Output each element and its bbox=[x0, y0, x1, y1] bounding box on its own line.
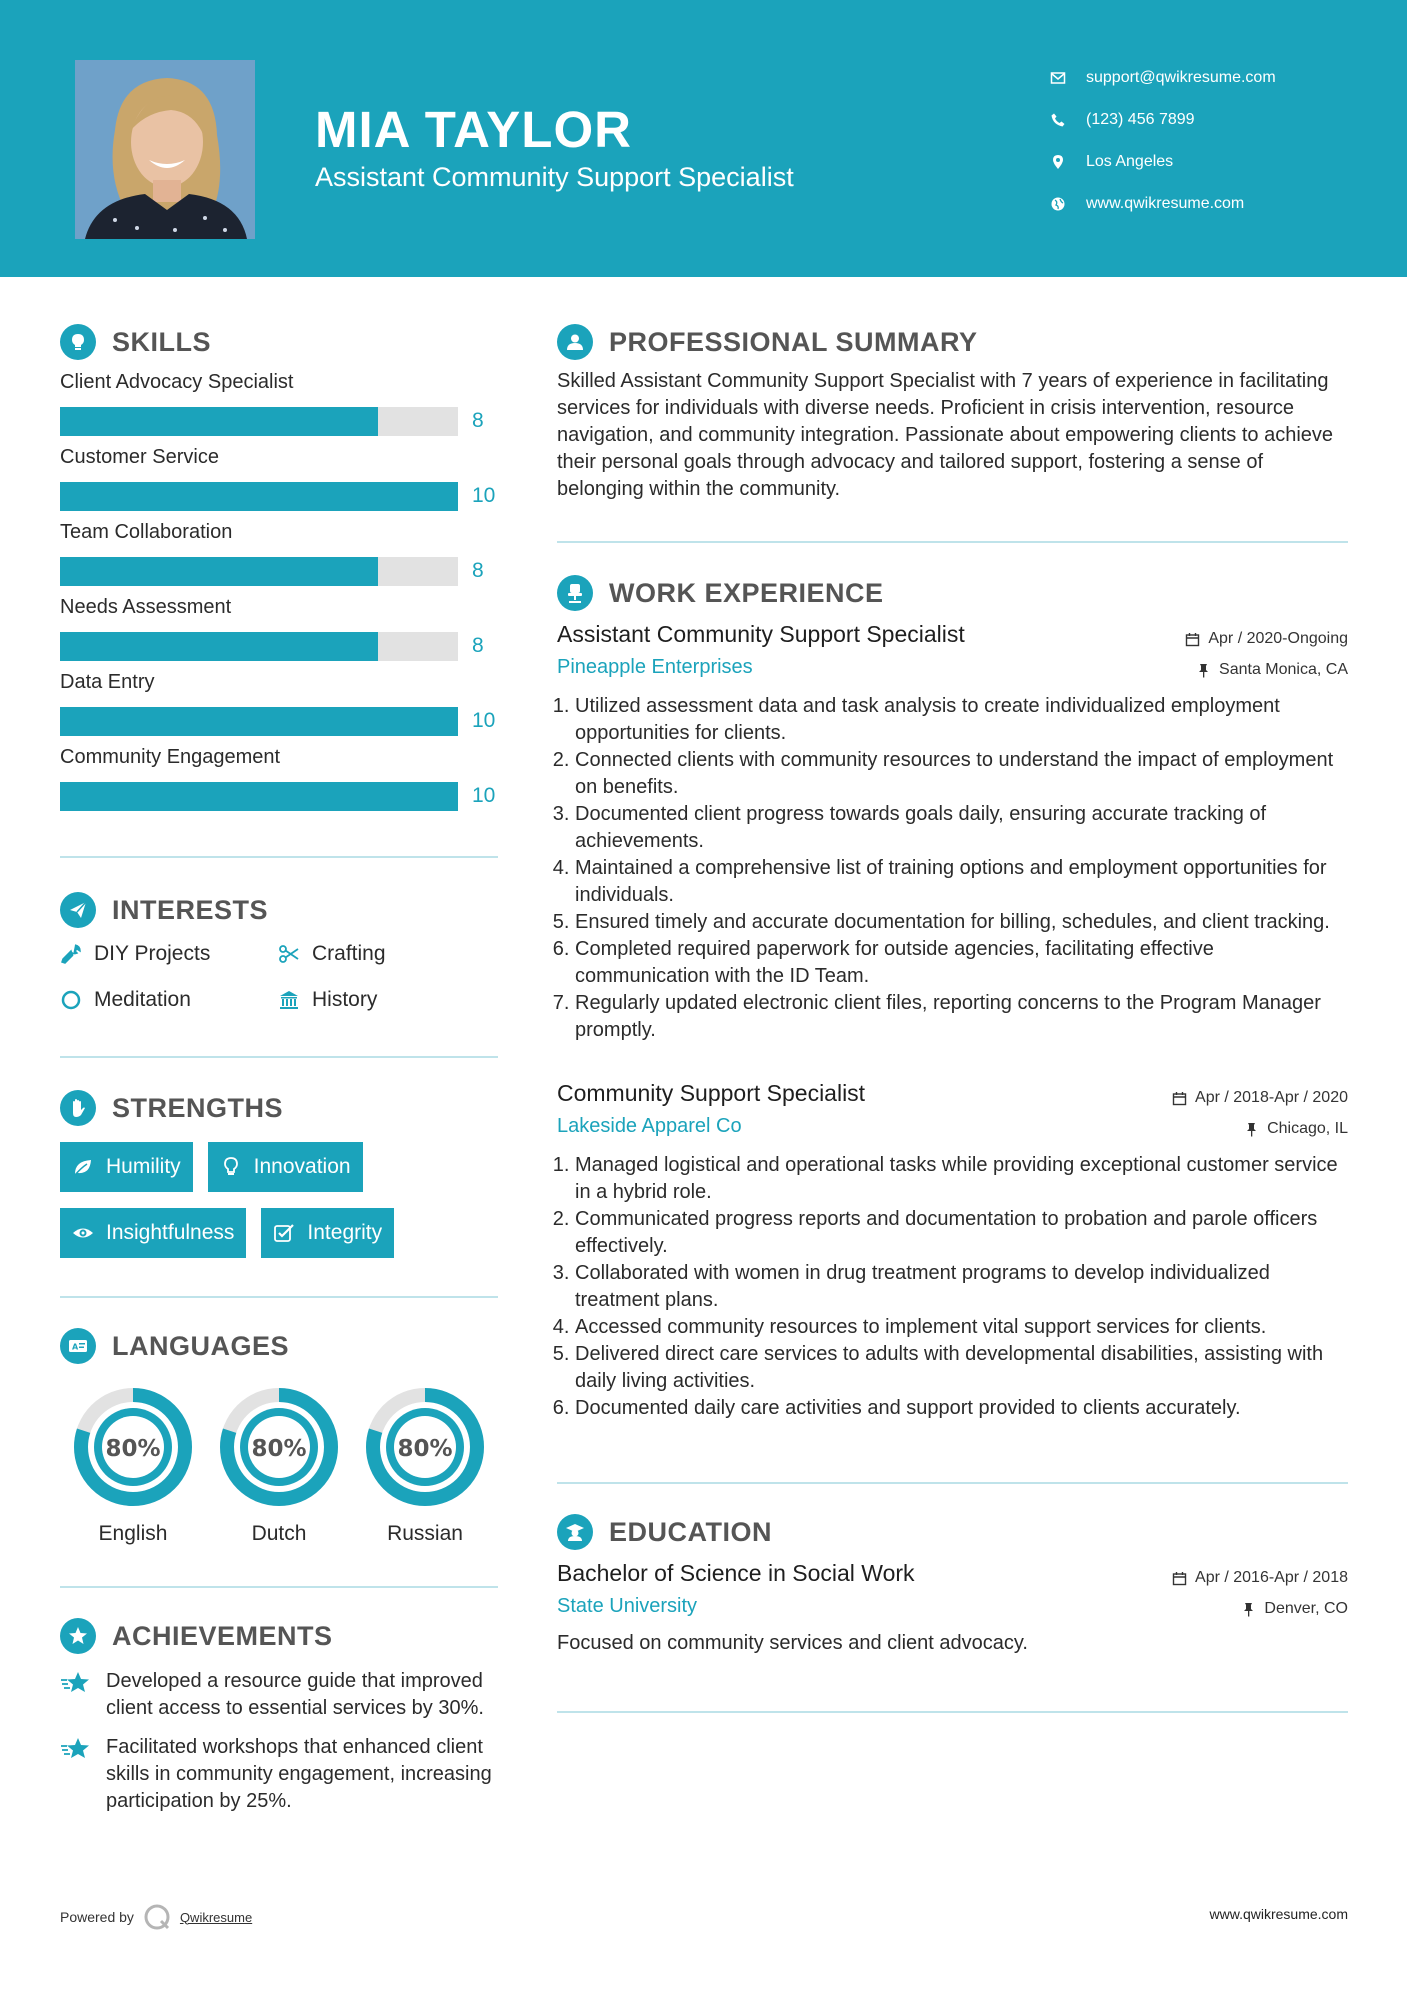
list-item: 2. Connected clients with community resources to understand the impact of employment on benefits. bbox=[575, 747, 1348, 801]
right-column bbox=[557, 320, 1348, 1713]
summary-heading bbox=[557, 320, 1348, 364]
job-subheader bbox=[557, 656, 1348, 679]
skill-item bbox=[60, 669, 498, 739]
job-bullets bbox=[557, 1152, 1348, 1422]
skill-bar-fill bbox=[60, 557, 378, 586]
contact-email-text: support@qwikresume.com bbox=[1086, 69, 1276, 86]
job-date-text: Apr / 2018-Apr / 2020 bbox=[1195, 1089, 1348, 1106]
skill-bar-fill bbox=[60, 707, 458, 736]
office-chair-icon bbox=[557, 575, 593, 611]
job-date-text: Apr / 2020-Ongoing bbox=[1208, 630, 1348, 647]
strength-tag bbox=[261, 1208, 394, 1258]
profile-photo bbox=[75, 60, 255, 239]
summary-section bbox=[557, 320, 1348, 503]
contact-location bbox=[1050, 141, 1276, 183]
job-title: Assistant Community Support Specialist bbox=[557, 621, 965, 647]
list-item: 1. Managed logistical and operational tasks while providing exceptional customer service in a hybrid role. bbox=[575, 1152, 1348, 1206]
interest-item bbox=[278, 940, 478, 968]
school-name: State University bbox=[557, 1595, 698, 1617]
skill-value: 8 bbox=[472, 559, 484, 582]
languages-title: LANGUAGES bbox=[112, 1330, 290, 1361]
interests-heading bbox=[60, 888, 498, 932]
language-name: Russian bbox=[387, 1522, 463, 1545]
job-entry bbox=[557, 621, 1348, 1044]
eye-icon bbox=[72, 1222, 94, 1244]
calendar-icon bbox=[1185, 632, 1200, 647]
pin-icon bbox=[1196, 663, 1211, 678]
museum-icon bbox=[278, 989, 300, 1011]
education-location bbox=[1241, 1600, 1348, 1618]
achievements-heading bbox=[60, 1614, 498, 1658]
candidate-title: Assistant Community Support Specialist bbox=[315, 162, 794, 192]
strength-label: Humility bbox=[106, 1155, 181, 1178]
language-percent: 80% bbox=[397, 1436, 453, 1462]
lightbulb-icon bbox=[60, 324, 96, 360]
education-title: EDUCATION bbox=[609, 1516, 772, 1547]
strength-label: Innovation bbox=[253, 1155, 351, 1178]
skill-name: Team Collaboration bbox=[60, 521, 233, 543]
list-item: 3. Documented client progress towards goals daily, ensuring accurate tracking of achievements. bbox=[575, 801, 1348, 855]
skill-bar-fill bbox=[60, 632, 378, 661]
language-percent: 80% bbox=[251, 1436, 307, 1462]
education-location-text: Denver, CO bbox=[1264, 1600, 1348, 1617]
skill-bar-track bbox=[60, 407, 458, 436]
section-divider bbox=[557, 541, 1348, 543]
strengths-section bbox=[60, 1086, 498, 1258]
job-date bbox=[1185, 630, 1348, 648]
skill-item bbox=[60, 519, 498, 589]
skill-bar-track bbox=[60, 707, 458, 736]
language-donut bbox=[364, 1386, 486, 1508]
strength-tag bbox=[208, 1142, 363, 1192]
list-item: 7. Regularly updated electronic client files, reporting concerns to the Program Manager promptly. bbox=[575, 990, 1348, 1044]
leaf-icon bbox=[72, 1156, 94, 1178]
job-entry bbox=[557, 1080, 1348, 1422]
list-item: 6. Documented daily care activities and support provided to clients accurately. bbox=[575, 1395, 1348, 1422]
language-item bbox=[206, 1386, 352, 1546]
interest-item bbox=[60, 986, 278, 1014]
interest-label: History bbox=[312, 988, 378, 1011]
wrench-icon bbox=[60, 943, 82, 965]
globe-icon bbox=[1050, 196, 1066, 212]
interest-item bbox=[60, 940, 278, 968]
interest-label: DIY Projects bbox=[94, 942, 211, 965]
qwikresume-logo-icon bbox=[142, 1902, 172, 1932]
achievement-item bbox=[60, 1734, 498, 1815]
skill-item bbox=[60, 594, 498, 664]
user-icon bbox=[557, 324, 593, 360]
achievements-title: ACHIEVEMENTS bbox=[112, 1620, 333, 1651]
skill-value: 10 bbox=[472, 784, 496, 807]
powered-by-text: Powered by bbox=[60, 1909, 134, 1925]
experience-title: WORK EXPERIENCE bbox=[609, 577, 884, 608]
section-divider bbox=[60, 1586, 498, 1588]
brand-link[interactable]: Qwikresume bbox=[179, 1909, 253, 1925]
candidate-name: MIA TAYLOR bbox=[315, 101, 632, 158]
language-item bbox=[60, 1386, 206, 1546]
list-item: 6. Completed required paperwork for outside agencies, facilitating effective communication with the ID Team. bbox=[575, 936, 1348, 990]
interest-label: Meditation bbox=[94, 988, 191, 1011]
hand-icon bbox=[60, 1090, 96, 1126]
skills-list bbox=[60, 369, 498, 814]
job-location-text: Santa Monica, CA bbox=[1219, 661, 1348, 678]
location-icon bbox=[1050, 154, 1066, 170]
language-name: English bbox=[98, 1522, 168, 1545]
phone-icon bbox=[1050, 112, 1066, 128]
language-percent: 80% bbox=[105, 1436, 161, 1462]
job-header bbox=[557, 1080, 1348, 1107]
skill-bar-track bbox=[60, 482, 458, 511]
contact-website[interactable] bbox=[1050, 183, 1276, 225]
skill-item bbox=[60, 444, 498, 514]
education-section bbox=[557, 1510, 1348, 1657]
strengths-list bbox=[60, 1142, 480, 1258]
section-divider bbox=[557, 1711, 1348, 1713]
header bbox=[0, 0, 1407, 277]
experience-section bbox=[557, 571, 1348, 1422]
footer-url[interactable]: www.qwikresume.com bbox=[1209, 1906, 1348, 1922]
skills-title: SKILLS bbox=[112, 326, 212, 357]
list-item: 4. Accessed community resources to implement vital support services for clients. bbox=[575, 1314, 1348, 1341]
contact-email[interactable] bbox=[1050, 57, 1276, 99]
checkbox-icon bbox=[273, 1222, 295, 1244]
scissors-icon bbox=[278, 943, 300, 965]
interests-list bbox=[60, 940, 498, 1014]
skill-bar-track bbox=[60, 557, 458, 586]
skill-row bbox=[60, 703, 498, 739]
skill-value: 10 bbox=[472, 484, 496, 507]
job-location bbox=[1244, 1120, 1348, 1138]
language-name: Dutch bbox=[251, 1522, 307, 1545]
achievement-text: Facilitated workshops that enhanced client skills in community engagement, increasing participation by 25%. bbox=[106, 1736, 492, 1812]
job-date bbox=[1172, 1089, 1348, 1107]
pin-icon bbox=[1244, 1122, 1259, 1137]
strength-label: Insightfulness bbox=[106, 1221, 235, 1244]
interest-item bbox=[278, 986, 478, 1014]
calendar-icon bbox=[1172, 1571, 1187, 1586]
skills-section bbox=[60, 320, 498, 814]
graduate-icon bbox=[557, 1514, 593, 1550]
skill-name: Data Entry bbox=[60, 671, 155, 693]
svg-text:A: A bbox=[72, 1342, 79, 1352]
education-description: Focused on community services and client advocacy. bbox=[557, 1632, 1028, 1654]
company-name: Pineapple Enterprises bbox=[557, 656, 753, 678]
list-item: 2. Communicated progress reports and documentation to probation and parole officers effectively. bbox=[575, 1206, 1348, 1260]
left-column bbox=[60, 320, 498, 1815]
section-divider bbox=[557, 1482, 1348, 1484]
pin-icon bbox=[1241, 1602, 1256, 1617]
skill-bar-fill bbox=[60, 482, 458, 511]
job-header bbox=[557, 621, 1348, 648]
job-location bbox=[1196, 661, 1348, 679]
achievement-item bbox=[60, 1668, 498, 1722]
skill-item bbox=[60, 744, 498, 814]
languages-list bbox=[60, 1386, 498, 1546]
contact-list bbox=[1050, 57, 1276, 225]
achievements-section bbox=[60, 1614, 498, 1815]
language-donut bbox=[218, 1386, 340, 1508]
education-date bbox=[1172, 1569, 1348, 1587]
experience-heading bbox=[557, 571, 1348, 615]
skill-value: 8 bbox=[472, 634, 484, 657]
list-item: 1. Utilized assessment data and task analysis to create individualized employment opportunities for clients. bbox=[575, 693, 1348, 747]
education-entry bbox=[557, 1560, 1348, 1657]
skills-heading bbox=[60, 320, 498, 364]
star-icon bbox=[60, 1670, 92, 1698]
circle-icon bbox=[60, 989, 82, 1011]
list-item: 5. Delivered direct care services to adults with developmental disabilities, assisting with daily living activities. bbox=[575, 1341, 1348, 1395]
star-icon bbox=[60, 1736, 92, 1764]
skill-row bbox=[60, 478, 498, 514]
skill-name: Community Engagement bbox=[60, 746, 281, 768]
skill-bar-fill bbox=[60, 782, 458, 811]
skill-value: 8 bbox=[472, 409, 484, 432]
skill-row bbox=[60, 553, 498, 589]
summary-text: Skilled Assistant Community Support Specialist with 7 years of experience in facilitating services for individuals with diverse needs. Proficient in crisis intervention, resource navigation, and community integration. Passionate about empowering clients to achieve their personal goals through advocacy and tailored support, fostering a sense of belonging within the community. bbox=[557, 370, 1334, 500]
languages-heading bbox=[60, 1324, 498, 1368]
interests-title: INTERESTS bbox=[112, 894, 269, 925]
list-item: 5. Ensured timely and accurate documentation for billing, schedules, and client tracking. bbox=[575, 909, 1348, 936]
skill-bar-track bbox=[60, 632, 458, 661]
achievement-text: Developed a resource guide that improved client access to essential services by 30%. bbox=[106, 1670, 484, 1719]
skill-name: Needs Assessment bbox=[60, 596, 232, 618]
skill-row bbox=[60, 403, 498, 439]
job-bullets bbox=[557, 693, 1348, 1044]
skill-name: Client Advocacy Specialist bbox=[60, 371, 294, 393]
job-subheader bbox=[557, 1115, 1348, 1138]
email-icon bbox=[1050, 70, 1066, 86]
education-heading bbox=[557, 1510, 1348, 1554]
avatar bbox=[75, 60, 255, 239]
skill-item bbox=[60, 369, 498, 439]
section-divider bbox=[60, 1296, 498, 1298]
footer-powered-by bbox=[60, 1902, 252, 1932]
skill-row bbox=[60, 628, 498, 664]
lightbulb-icon bbox=[220, 1156, 242, 1178]
contact-website-text: www.qwikresume.com bbox=[1086, 195, 1245, 212]
contact-phone[interactable] bbox=[1050, 99, 1276, 141]
degree-title: Bachelor of Science in Social Work bbox=[557, 1560, 915, 1586]
star-badge-icon bbox=[60, 1618, 96, 1654]
education-subheader bbox=[557, 1595, 1348, 1618]
list-item: 3. Collaborated with women in drug treatment programs to develop individualized treatment plans. bbox=[575, 1260, 1348, 1314]
summary-title: PROFESSIONAL SUMMARY bbox=[609, 326, 978, 357]
contact-phone-text: (123) 456 7899 bbox=[1086, 111, 1195, 128]
strength-tag bbox=[60, 1142, 193, 1192]
education-date-text: Apr / 2016-Apr / 2018 bbox=[1195, 1569, 1348, 1586]
skill-value: 10 bbox=[472, 709, 496, 732]
contact-location-text: Los Angeles bbox=[1086, 153, 1174, 170]
interests-section bbox=[60, 888, 498, 1014]
skill-bar-track bbox=[60, 782, 458, 811]
company-name: Lakeside Apparel Co bbox=[557, 1115, 742, 1137]
interest-label: Crafting bbox=[312, 942, 386, 965]
strength-label: Integrity bbox=[307, 1221, 383, 1244]
strengths-title: STRENGTHS bbox=[112, 1092, 284, 1123]
paper-plane-icon bbox=[60, 892, 96, 928]
strengths-heading bbox=[60, 1086, 498, 1130]
language-icon bbox=[60, 1328, 96, 1364]
section-divider bbox=[60, 856, 498, 858]
job-title: Community Support Specialist bbox=[557, 1080, 866, 1106]
calendar-icon bbox=[1172, 1091, 1187, 1106]
language-donut bbox=[72, 1386, 194, 1508]
language-item bbox=[352, 1386, 498, 1546]
skill-row bbox=[60, 778, 498, 814]
job-location-text: Chicago, IL bbox=[1267, 1120, 1348, 1137]
education-header bbox=[557, 1560, 1348, 1587]
strength-tag bbox=[60, 1208, 246, 1258]
skill-bar-fill bbox=[60, 407, 378, 436]
skill-name: Customer Service bbox=[60, 446, 219, 468]
list-item: 4. Maintained a comprehensive list of training options and employment opportunities for individuals. bbox=[575, 855, 1348, 909]
section-divider bbox=[60, 1056, 498, 1058]
languages-section bbox=[60, 1324, 498, 1546]
